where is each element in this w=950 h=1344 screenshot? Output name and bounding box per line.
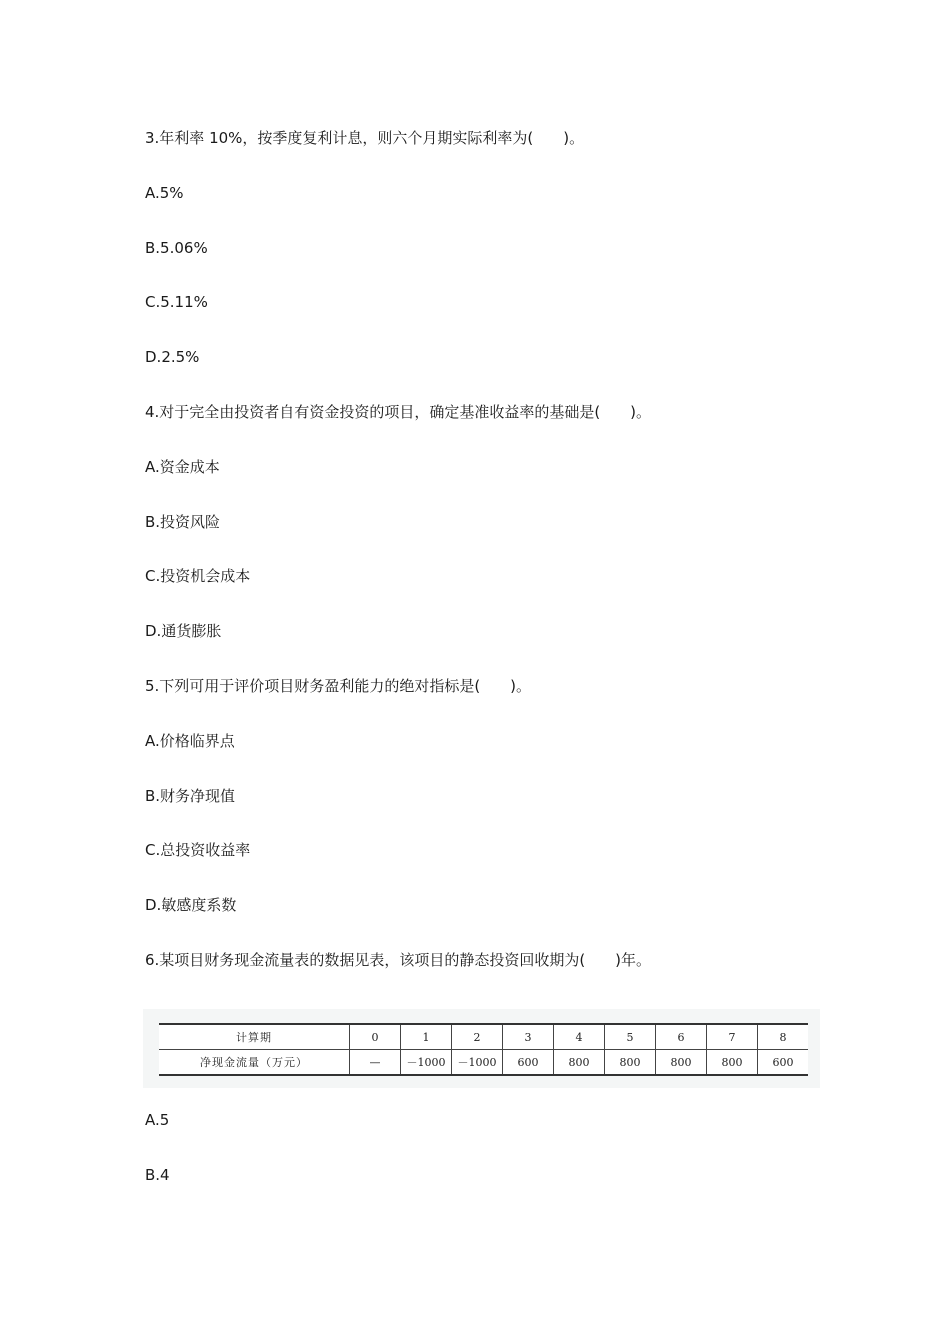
table-cell: 600 xyxy=(503,1050,554,1076)
cash-flow-table-image xyxy=(143,1009,820,1088)
table-cell: －1000 xyxy=(401,1050,452,1076)
table-cell: 4 xyxy=(554,1024,605,1050)
table-cell: — xyxy=(350,1050,401,1076)
table-cell: 8 xyxy=(758,1024,809,1050)
question-5-option-d: D.敏感度系数 xyxy=(145,896,237,914)
table-header-cash-flow: 净现金流量（万元） xyxy=(159,1050,350,1076)
table-cell: 600 xyxy=(758,1050,809,1076)
question-3-option-a: A.5% xyxy=(145,184,184,202)
question-3-option-c: C.5.11% xyxy=(145,293,208,311)
table-header-period: 计算期 xyxy=(159,1024,350,1050)
question-3-stem: 3.年利率 10%，按季度复利计息，则六个月期实际利率为( )。 xyxy=(145,129,585,147)
question-5-option-b: B.财务净现值 xyxy=(145,787,236,805)
table-cell: 5 xyxy=(605,1024,656,1050)
table-cell: 7 xyxy=(707,1024,758,1050)
question-3-option-d: D.2.5% xyxy=(145,348,200,366)
table-cell: 800 xyxy=(554,1050,605,1076)
question-6-option-a: A.5 xyxy=(145,1111,170,1129)
question-6-option-b: B.4 xyxy=(145,1166,170,1184)
question-3-option-b: B.5.06% xyxy=(145,239,208,257)
question-5-option-c: C.总投资收益率 xyxy=(145,841,251,859)
table-row-periods xyxy=(159,1024,808,1050)
question-4-option-d: D.通货膨胀 xyxy=(145,622,222,640)
question-4-option-c: C.投资机会成本 xyxy=(145,567,251,585)
table-cell: 800 xyxy=(605,1050,656,1076)
question-4-stem: 4.对于完全由投资者自有资金投资的项目，确定基准收益率的基础是( )。 xyxy=(145,403,652,421)
table-cell: 0 xyxy=(350,1024,401,1050)
table-cell: 2 xyxy=(452,1024,503,1050)
question-5-stem: 5.下列可用于评价项目财务盈利能力的绝对指标是( )。 xyxy=(145,677,532,695)
table-cell: －1000 xyxy=(452,1050,503,1076)
question-4-option-a: A.资金成本 xyxy=(145,458,220,476)
table-cell: 800 xyxy=(707,1050,758,1076)
question-4-option-b: B.投资风险 xyxy=(145,513,221,531)
question-6-stem: 6.某项目财务现金流量表的数据见表，该项目的静态投资回收期为( )年。 xyxy=(145,951,652,969)
question-5-option-a: A.价格临界点 xyxy=(145,732,235,750)
table-row-cash-flow xyxy=(159,1050,808,1076)
table-cell: 3 xyxy=(503,1024,554,1050)
cash-flow-table xyxy=(159,1023,808,1076)
table-cell: 6 xyxy=(656,1024,707,1050)
table-cell: 1 xyxy=(401,1024,452,1050)
table-cell: 800 xyxy=(656,1050,707,1076)
